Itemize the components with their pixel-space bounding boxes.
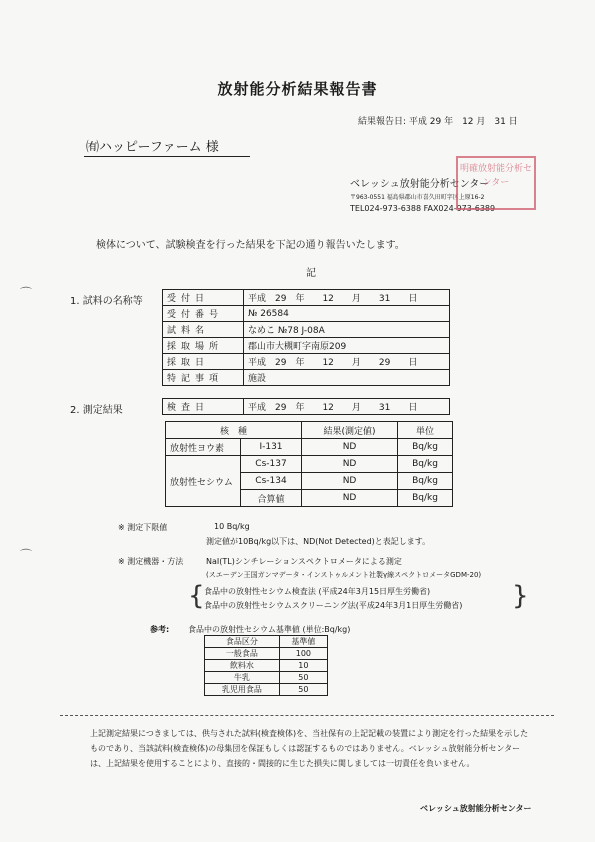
ref-cell: 牛乳 [205, 672, 280, 684]
limit-value: 10 Bq/kg [214, 522, 250, 531]
sample-info-table [162, 289, 450, 386]
unit-cell: Bq/kg [398, 473, 453, 490]
disclaimer-text: 上記測定結果につきましては、供与された試料(検査検体)を、当社保有の上記記載の装置により測定を行った結果を示したものであり、当該試料(検査検体)の母集団を保証もしくは認証するものではありません。ベレッシュ放射能分析センターは、上記結果を使用することにより、直接的・間接的に生じた損失に関しましては一切責任を負いません。 [90, 729, 529, 768]
table-row [205, 648, 328, 660]
table-row [163, 290, 450, 306]
row-label: 試料名 [163, 322, 244, 338]
stamp-text: 明確放射能分析センター [459, 164, 532, 188]
limit-description: 測定値が10Bq/kg以下は、ND(Not Detected)と表記します。 [206, 537, 431, 546]
ref-cell: 50 [279, 672, 327, 684]
client-name: ㈲ハッピーファーム 様 [86, 140, 219, 155]
row-value: № 26584 [244, 306, 450, 322]
method-line-3: 食品中の放射性セシウム検査法 (平成24年3月15日厚生労働省) [204, 587, 431, 596]
row-label: 受付日 [163, 290, 244, 306]
ref-cell: 飲料水 [205, 660, 280, 672]
method-line-4: 食品中の放射性セシウムスクリーニング法(平成24年3月1日厚生労働省) [204, 601, 463, 610]
client-underline [84, 156, 250, 157]
row-label: 採取場所 [163, 338, 244, 354]
row-value: 施設 [244, 370, 450, 386]
unit-cell: Bq/kg [398, 490, 453, 507]
row-label: 特記事項 [163, 370, 244, 386]
table-row [163, 322, 450, 338]
reference-title: 食品中の放射性セシウム基準値 (単位:Bq/kg) [188, 625, 351, 634]
results-header-row [166, 422, 453, 439]
ref-header: 食品区分 [205, 636, 280, 648]
ref-cell: 一般食品 [205, 648, 280, 660]
ki-mark: 記 [306, 268, 316, 279]
lab-address: 〒963-0551 福島県郡山市喜久田町字区上原16-2 [350, 194, 485, 201]
section1-heading: 1. 試料の名称等 [70, 296, 143, 307]
footer-lab-name: ベレッシュ放射能分析センター [420, 804, 532, 813]
ref-cell: 50 [279, 684, 327, 696]
table-row [166, 456, 453, 473]
header-result: 結果(測定値) [302, 422, 398, 439]
disclaimer-divider [60, 715, 554, 716]
lab-name: ベレッシュ放射能分析センター [350, 179, 490, 190]
ref-cell: 乳児用食品 [205, 684, 280, 696]
section2-heading: 2. 測定結果 [70, 405, 123, 416]
table-row [205, 660, 328, 672]
row-value: 平成 29 年 12 月 29 日 [244, 354, 450, 370]
nuclide-cell: I-131 [241, 439, 302, 456]
report-title: 放射能分析結果報告書 [217, 80, 378, 98]
result-cell: ND [302, 490, 398, 507]
row-value: 平成 29 年 12 月 31 日 [244, 399, 450, 415]
inspection-date-table [162, 398, 450, 415]
ref-cell: 100 [279, 648, 327, 660]
method-line-2: (スエーデン王国ガンマデータ・インストゥルメント社製γ線スペクトロメータGDM-20) [206, 571, 482, 579]
table-row [205, 684, 328, 696]
row-value: 郡山市大槻町字南原209 [244, 338, 450, 354]
table-row [163, 370, 450, 386]
results-table [165, 421, 453, 507]
lab-tel-fax: TEL024-973-6388 FAX024-973-6389 [350, 204, 496, 213]
right-bracket: } [512, 581, 529, 611]
lab-seal-stamp [456, 156, 536, 210]
header-nuclide: 核 種 [166, 422, 302, 439]
nuclide-cell: Cs-137 [241, 456, 302, 473]
table-row [163, 338, 450, 354]
table-row [163, 306, 450, 322]
punch-mark-top: ⌒ [20, 286, 33, 300]
method-line-1: NaI(TL)シンチレーションスペクトロメータによる測定 [206, 557, 402, 566]
row-label: 受付番号 [163, 306, 244, 322]
unit-cell: Bq/kg [398, 439, 453, 456]
report-date: 結果報告日: 平成 29 年 12 月 31 日 [358, 117, 518, 127]
row-label: 採取日 [163, 354, 244, 370]
nuclide-cell: 合算値 [241, 490, 302, 507]
group-iodine: 放射性ヨウ素 [166, 439, 241, 456]
limit-label: ※ 測定下限値 [118, 523, 168, 532]
punch-mark-bottom: ⌒ [20, 548, 33, 562]
result-cell: ND [302, 439, 398, 456]
row-value: なめこ №78 J-08A [244, 322, 450, 338]
left-bracket: { [188, 581, 205, 611]
row-label: 検査日 [163, 399, 244, 415]
row-value: 平成 29 年 12 月 31 日 [244, 290, 450, 306]
result-cell: ND [302, 456, 398, 473]
ref-cell: 10 [279, 660, 327, 672]
group-cesium: 放射性セシウム [166, 456, 241, 507]
ref-header: 基準値 [279, 636, 327, 648]
intro-text: 検体について、試験検査を行った結果を下記の通り報告いたします。 [96, 240, 405, 251]
table-row [163, 354, 450, 370]
result-cell: ND [302, 473, 398, 490]
header-unit: 単位 [398, 422, 453, 439]
reference-label: 参考: [150, 625, 170, 634]
nuclide-cell: Cs-134 [241, 473, 302, 490]
reference-header-row [205, 636, 328, 648]
method-label: ※ 測定機器・方法 [118, 557, 184, 566]
reference-table [204, 635, 328, 696]
table-row [166, 439, 453, 456]
table-row [163, 399, 450, 415]
table-row [205, 672, 328, 684]
unit-cell: Bq/kg [398, 456, 453, 473]
